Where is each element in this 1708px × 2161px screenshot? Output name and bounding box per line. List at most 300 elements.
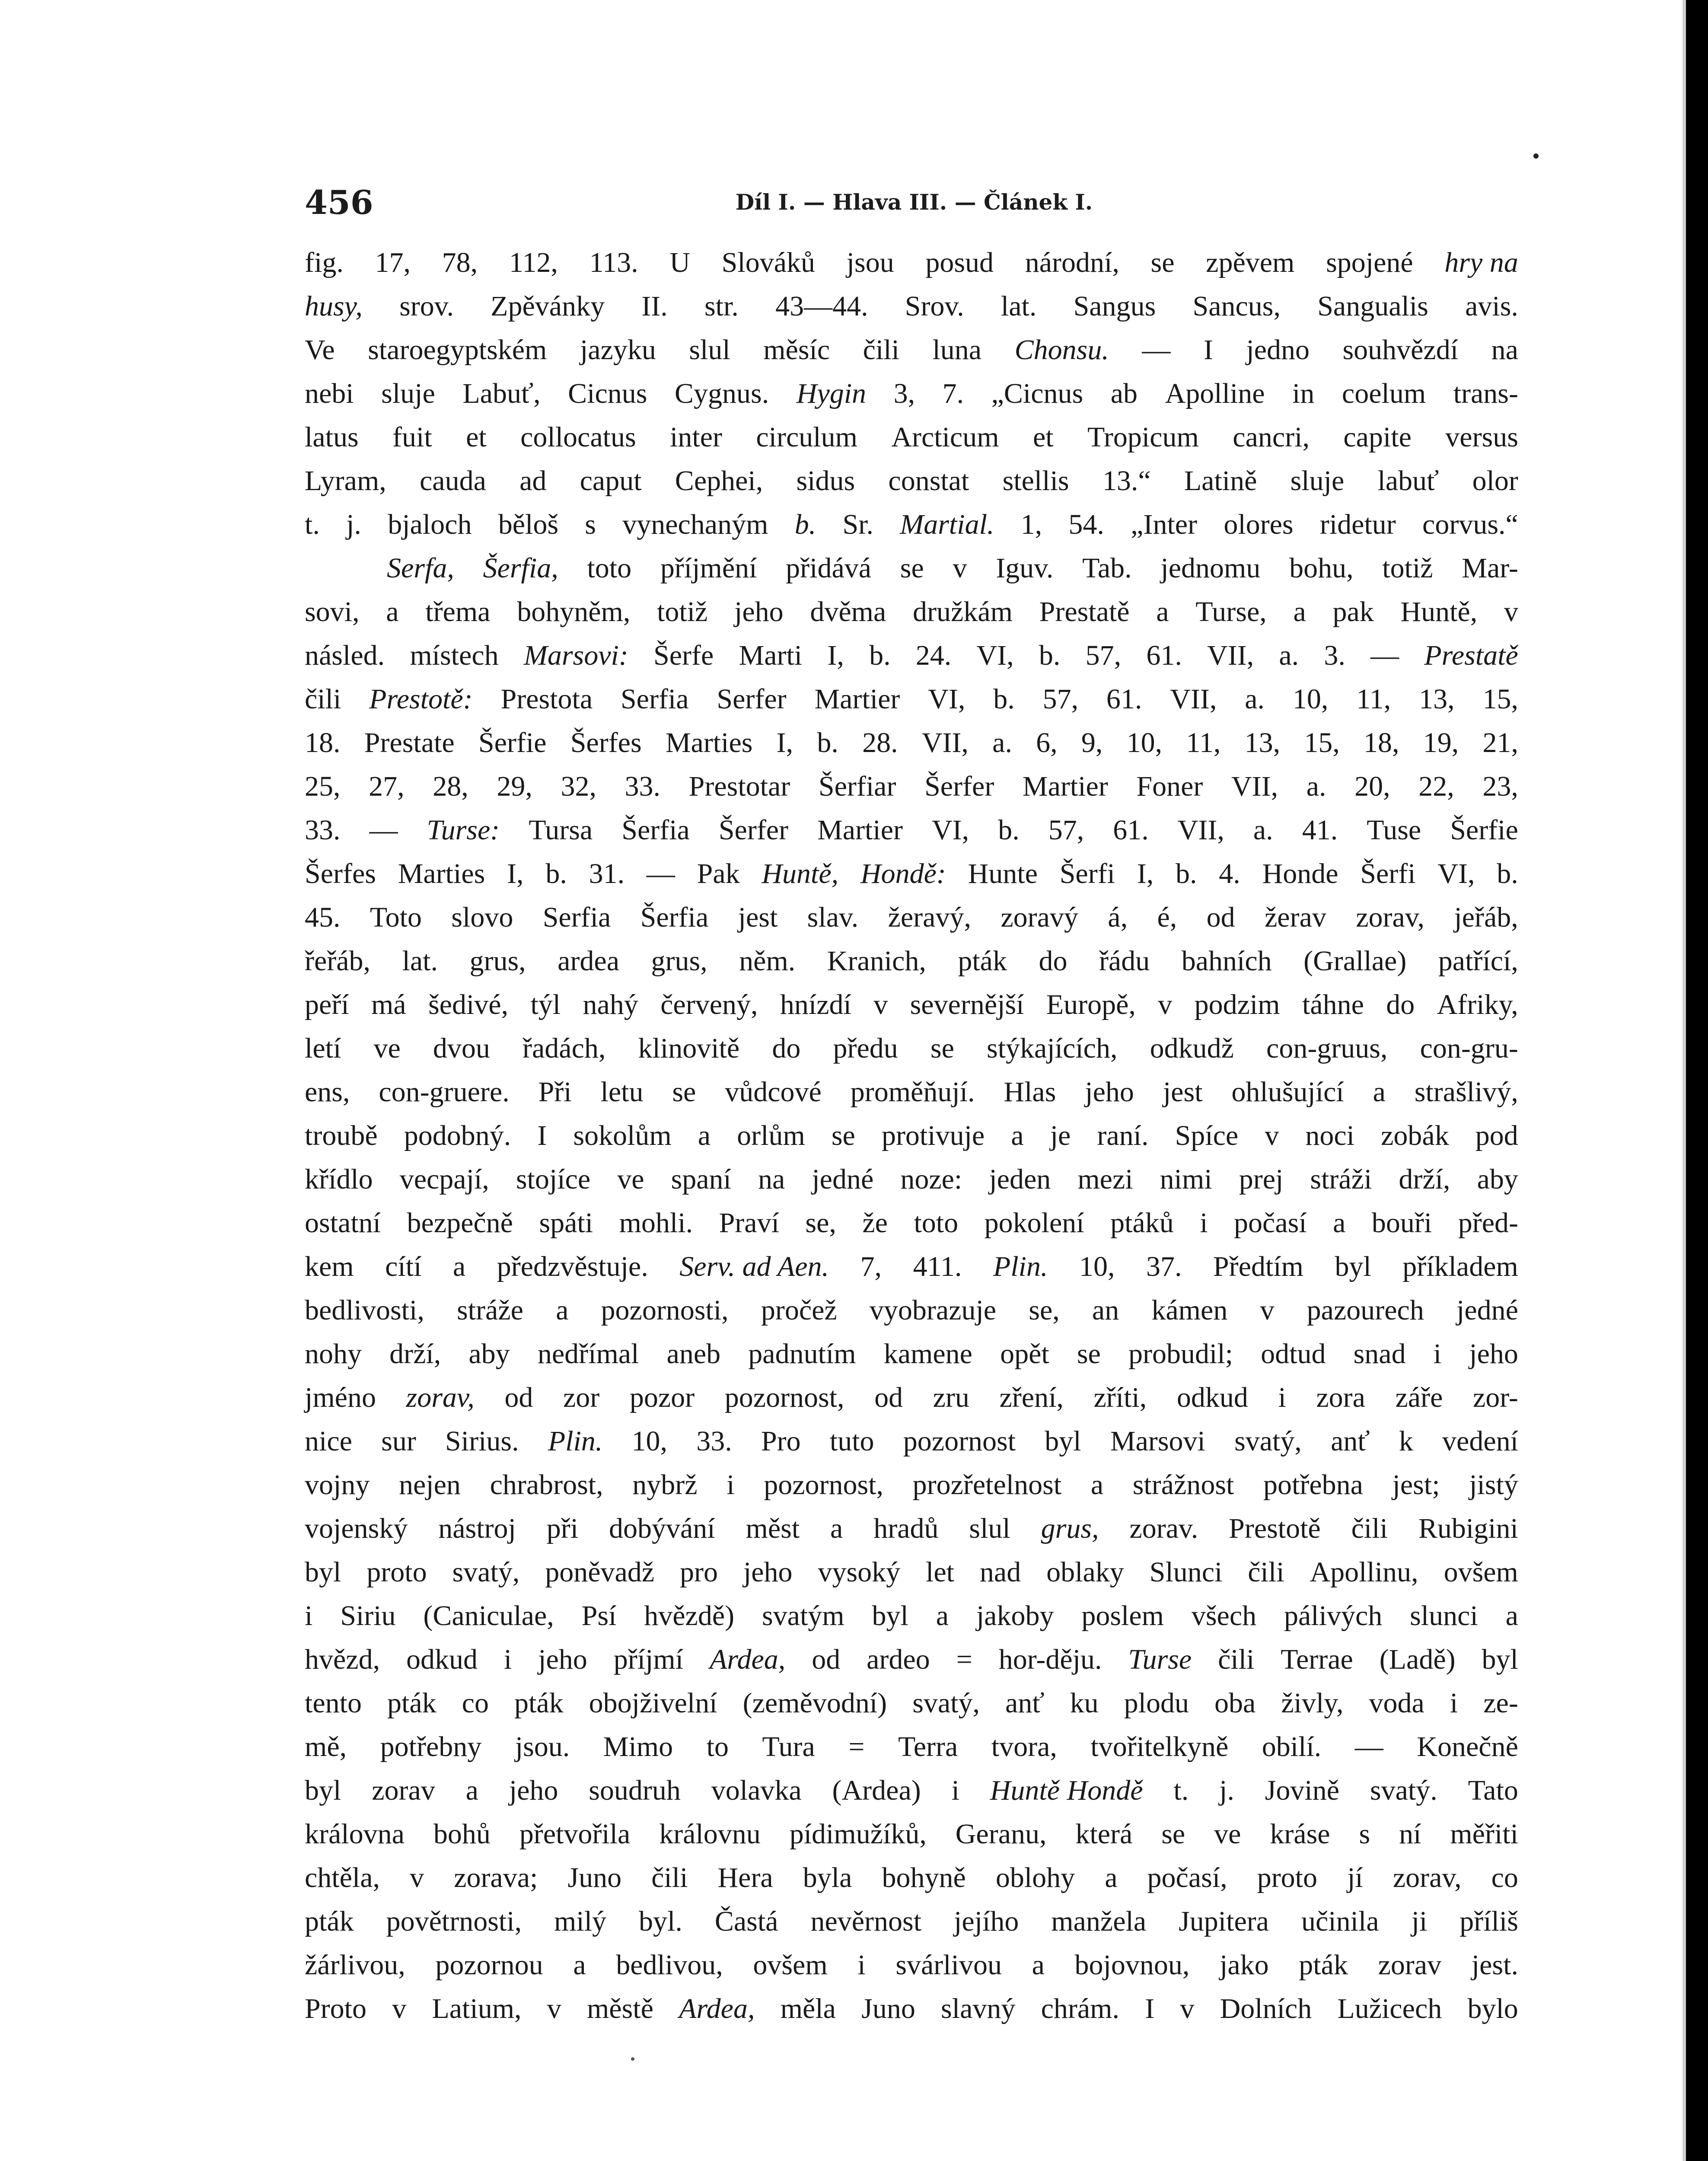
word: 18,	[1364, 727, 1399, 759]
text-line	[305, 896, 1518, 939]
word: capite	[1343, 421, 1412, 453]
word: se,	[805, 1207, 836, 1239]
word: počasí	[1234, 1207, 1307, 1239]
word: snad	[1353, 1338, 1406, 1370]
word: tento	[305, 1687, 362, 1719]
word: é,	[1157, 902, 1177, 933]
word: plodu	[1124, 1687, 1189, 1719]
word: Šerfes	[305, 858, 376, 889]
word: Juno	[567, 1862, 622, 1893]
word: v	[1260, 1294, 1275, 1326]
word: spojené	[1326, 247, 1413, 278]
word: zorav	[1378, 1949, 1442, 1981]
text-line	[305, 983, 1518, 1026]
word: ve	[373, 1033, 401, 1064]
word: Juno	[861, 1993, 915, 2024]
word: řadách,	[523, 1033, 606, 1064]
word: Prestate	[364, 727, 455, 759]
word: bezpečně	[407, 1207, 513, 1239]
word: čili	[651, 1862, 688, 1893]
text-line	[305, 765, 1518, 808]
word: Sangus	[1073, 290, 1156, 322]
word: měst	[746, 1513, 800, 1544]
word: v	[873, 989, 888, 1020]
word: inter	[670, 421, 722, 453]
word: nástroj	[438, 1513, 516, 1544]
word: stráži	[1310, 1163, 1372, 1195]
word: corvus.“	[1422, 509, 1518, 540]
word: totiž	[657, 596, 708, 628]
text-line	[305, 1376, 1518, 1419]
word: zru	[933, 1382, 969, 1413]
word: pídimužíků,	[789, 1818, 927, 1850]
word: a	[465, 1775, 478, 1806]
word: (Grallae)	[1303, 945, 1407, 977]
word: noci	[1305, 1120, 1355, 1151]
word: jazyku	[580, 334, 656, 366]
text-line	[305, 1550, 1518, 1594]
text-line	[305, 1681, 1518, 1725]
text-line	[305, 241, 1518, 284]
word: orlům	[737, 1120, 805, 1151]
word: bahních	[1181, 945, 1272, 977]
word: =	[848, 1731, 865, 1763]
word: Apollinu,	[1310, 1556, 1418, 1588]
word: pazourech	[1306, 1294, 1424, 1326]
word: je	[1050, 1120, 1071, 1151]
word: jeho	[509, 1775, 558, 1806]
word: trans-	[1453, 378, 1518, 409]
word: 20,	[1354, 771, 1390, 802]
word: vedení	[1442, 1425, 1518, 1457]
word: hvězd,	[305, 1644, 380, 1675]
word: čili	[1248, 1556, 1284, 1588]
word: dvou	[433, 1033, 490, 1064]
word: 22,	[1418, 771, 1454, 802]
word: I,	[1137, 858, 1154, 889]
word: Terrae	[1281, 1644, 1353, 1675]
word: grus,	[469, 945, 526, 977]
word: která	[1075, 1818, 1133, 1850]
word: stellis	[1002, 465, 1069, 497]
ink-speck	[631, 2057, 634, 2061]
word: j.	[346, 509, 361, 540]
word: Šerfiar	[818, 771, 896, 802]
word: jest.	[1471, 1949, 1518, 1981]
word: Sancus,	[1192, 290, 1281, 322]
word: cítí	[385, 1251, 422, 1282]
word: jest	[1163, 1076, 1203, 1108]
word: sovi,	[305, 596, 360, 628]
text-line	[305, 1725, 1518, 1769]
word: —	[1354, 1731, 1383, 1763]
word: mohli.	[619, 1207, 693, 1239]
word: od	[504, 1382, 533, 1413]
text-line	[305, 1594, 1518, 1638]
word: Šerfia	[621, 814, 690, 846]
word: Šerfie	[1450, 814, 1518, 846]
word: aby	[468, 1338, 510, 1370]
word: 7,	[860, 1251, 882, 1282]
word: VII,	[1231, 771, 1278, 802]
word: pod	[1475, 1120, 1518, 1151]
word: potřebny	[380, 1731, 482, 1763]
word: a	[1373, 1076, 1386, 1108]
word: probudil;	[1128, 1338, 1233, 1370]
word: ovšem	[753, 1949, 828, 1981]
word: příjmění	[660, 552, 757, 584]
word: Huntě,	[762, 858, 839, 889]
word: 33.	[305, 814, 341, 846]
word: třema	[425, 596, 491, 628]
word: Šerfie	[478, 727, 547, 759]
word: slavný	[941, 1993, 1016, 2024]
text-line	[305, 1114, 1518, 1157]
word: v	[1180, 1993, 1195, 2024]
word: Tab.	[1082, 552, 1132, 584]
word: jistý	[1469, 1469, 1518, 1501]
word: husy,	[305, 290, 363, 322]
word: 61.	[1113, 814, 1149, 846]
word: zor-	[1472, 1382, 1518, 1413]
word: a	[1032, 1949, 1045, 1981]
word: a	[698, 1120, 711, 1151]
word: proto	[1257, 1862, 1318, 1893]
word: klinovitě	[638, 1033, 740, 1064]
word: ohlušující	[1231, 1076, 1344, 1108]
word: Prestatě	[1424, 640, 1518, 671]
word: Latině	[1184, 465, 1257, 497]
word: posud	[925, 247, 994, 278]
word: pozornost	[903, 1425, 1016, 1457]
word: VII,	[921, 727, 969, 759]
word: co	[1491, 1862, 1518, 1893]
word: collocatus	[520, 421, 636, 453]
word: odkud	[406, 1644, 478, 1675]
word: zorav	[372, 1775, 435, 1806]
word: Mar-	[1462, 552, 1518, 584]
word: nevěrnost	[810, 1906, 922, 1937]
word: tvořitelkyně	[1090, 1731, 1229, 1763]
word: 37.	[1146, 1251, 1182, 1282]
word: jejího	[954, 1906, 1019, 1937]
word: Prestotě:	[369, 683, 473, 715]
word: se	[831, 1120, 855, 1151]
word: 61.	[1106, 683, 1142, 715]
word: Šerfia	[640, 902, 709, 933]
word: lat.	[1001, 290, 1037, 322]
word: s	[1359, 1818, 1370, 1850]
word: zobák	[1381, 1120, 1449, 1151]
word: Hondě:	[860, 858, 946, 889]
word: obojživelní	[589, 1687, 717, 1719]
word: —	[369, 814, 398, 846]
word: poslem	[1081, 1600, 1164, 1632]
word: U	[669, 247, 690, 278]
word: se	[1161, 1818, 1185, 1850]
word: totiž	[1382, 552, 1433, 584]
word: Hera	[717, 1862, 773, 1893]
word: jí	[1347, 1862, 1363, 1893]
word: souhvězdí	[1342, 334, 1459, 366]
word: a.	[992, 727, 1012, 759]
word: ji	[1411, 1906, 1428, 1937]
word: nahý	[583, 989, 638, 1020]
word: a.	[1306, 771, 1326, 802]
word: Foner	[1136, 771, 1203, 802]
word: circulum	[756, 421, 857, 453]
word: coelum	[1342, 378, 1426, 409]
word: Cicnus	[568, 378, 647, 409]
word: od	[812, 1644, 841, 1675]
word: pak	[1332, 596, 1374, 628]
word: 78,	[442, 247, 478, 278]
word: Praví	[719, 1207, 779, 1239]
word: městě	[586, 1993, 653, 2024]
word: násled.	[305, 640, 385, 671]
word: drží,	[1399, 1163, 1450, 1195]
word: Tropicum	[1087, 421, 1199, 453]
word: slunci	[1410, 1600, 1478, 1632]
word: i	[305, 1600, 313, 1632]
running-head: Díl I. — Hlava III. — Článek I.	[735, 189, 1093, 215]
word: olor	[1472, 465, 1518, 497]
word: a	[1090, 1469, 1104, 1501]
word: Serfia	[620, 683, 689, 715]
word: k	[1399, 1425, 1413, 1457]
word: nedřímal	[537, 1338, 639, 1370]
word: VI,	[1437, 858, 1475, 889]
word: „Inter	[1131, 509, 1198, 540]
word: —	[1370, 640, 1399, 671]
word: chtěla,	[305, 1862, 380, 1893]
word: má	[371, 989, 406, 1020]
word: bylo	[1467, 1993, 1518, 2024]
word: a	[1293, 596, 1306, 628]
word: měřiti	[1450, 1818, 1518, 1850]
word: nybrž	[632, 1469, 698, 1501]
word: vojenský	[305, 1513, 408, 1544]
word: Afriky,	[1437, 989, 1518, 1020]
word: Prestatě	[1039, 596, 1130, 628]
word: b.	[869, 640, 891, 671]
word: sur	[381, 1425, 416, 1457]
text-line	[305, 284, 1518, 328]
word: vůdcové	[725, 1076, 822, 1108]
word: ad	[519, 465, 547, 497]
word: nimi	[1160, 1163, 1212, 1195]
word: a.	[1253, 814, 1273, 846]
word: slav.	[807, 902, 859, 933]
word: Sangualis	[1317, 290, 1428, 322]
word: zor	[563, 1382, 600, 1413]
word: ostatní	[305, 1207, 381, 1239]
word: královnu	[659, 1818, 761, 1850]
word: 43—44.	[775, 290, 868, 322]
word: Plin.	[548, 1425, 603, 1457]
word: a	[573, 1949, 586, 1981]
word: Šerfi	[1360, 858, 1416, 889]
word: příliš	[1459, 1906, 1518, 1937]
word: staroegyptském	[368, 334, 547, 366]
word: se	[930, 1033, 954, 1064]
word: VI,	[976, 640, 1014, 671]
word: protivuje	[881, 1120, 985, 1151]
word: b.	[1497, 858, 1518, 889]
word: hvězdě)	[644, 1600, 735, 1632]
text-line	[305, 503, 1518, 546]
word: b.	[817, 727, 838, 759]
word: se	[900, 552, 924, 584]
word: I	[1203, 334, 1213, 366]
word: Honde	[1262, 858, 1338, 889]
word: i	[857, 1949, 866, 1981]
word: na	[758, 1163, 785, 1195]
word: zoravý	[1001, 902, 1078, 933]
word: Marties	[398, 858, 485, 889]
word: patřící,	[1438, 945, 1518, 977]
word: bohu,	[1289, 552, 1354, 584]
word: b.	[993, 683, 1015, 715]
word: et	[466, 421, 487, 453]
word: i	[1200, 1207, 1208, 1239]
word: Ardea,	[679, 1993, 755, 2024]
word: Srov.	[905, 290, 964, 322]
word: Cygnus.	[675, 378, 769, 409]
text-line	[305, 1026, 1518, 1070]
word: v	[1265, 1120, 1279, 1151]
word: táhne	[1302, 989, 1364, 1020]
word: stýkajících,	[987, 1033, 1118, 1064]
word: let	[926, 1556, 955, 1588]
word: žeravý,	[888, 902, 971, 933]
word: Sirius.	[445, 1425, 519, 1457]
word: Martier	[814, 683, 900, 715]
word: poněvadž	[545, 1556, 655, 1588]
word: strážnost	[1132, 1469, 1234, 1501]
word: zříti,	[1093, 1382, 1147, 1413]
word: pozor	[629, 1382, 695, 1413]
word: řádu	[1099, 945, 1150, 977]
word: zření,	[999, 1382, 1064, 1413]
word: b.	[545, 858, 567, 889]
word: ardea	[558, 945, 620, 977]
word: zorav.	[1129, 1513, 1198, 1544]
word: VII,	[1170, 683, 1217, 715]
ink-speck	[1533, 153, 1539, 159]
word: a.	[1279, 640, 1299, 671]
word: odtud	[1261, 1338, 1326, 1370]
word: nejen	[398, 1469, 461, 1501]
word: pročež	[761, 1294, 837, 1326]
word: přidává	[786, 552, 872, 584]
word: Sr.	[842, 509, 873, 540]
word: ens,	[305, 1076, 350, 1108]
word: a	[556, 1294, 569, 1326]
word: letí	[305, 1033, 341, 1064]
word: Tura	[762, 1731, 815, 1763]
word: svatý,	[1234, 1425, 1302, 1457]
word: čili	[1218, 1644, 1255, 1675]
word: I,	[776, 727, 793, 759]
word: t.	[305, 509, 320, 540]
word: bojovnou,	[1074, 1949, 1190, 1981]
word: a	[386, 596, 399, 628]
text-line	[305, 721, 1518, 765]
word: byl	[1045, 1425, 1081, 1457]
text-line	[305, 1419, 1518, 1463]
word: str.	[704, 290, 739, 322]
word: anť	[1331, 1425, 1370, 1457]
word: Spíce	[1175, 1120, 1239, 1151]
word: versus	[1445, 421, 1518, 453]
word: I	[1145, 1993, 1155, 2024]
word: pro	[680, 1556, 718, 1588]
word: Marti	[739, 640, 803, 671]
word: svatý,	[452, 1556, 520, 1588]
word: Ve	[305, 334, 335, 366]
word: 10,	[631, 1425, 668, 1457]
word: svatý,	[912, 1687, 980, 1719]
word: měsíc	[763, 334, 830, 366]
word: bohyněm,	[517, 596, 631, 628]
word: 4.	[1219, 858, 1240, 889]
word: et	[1032, 421, 1054, 453]
word: peří	[305, 989, 349, 1020]
word: jeho	[743, 1556, 793, 1588]
word: volavka	[711, 1775, 802, 1806]
word: con-gruus,	[1266, 1033, 1388, 1064]
word: ab	[1110, 378, 1138, 409]
word: 10,	[1079, 1251, 1115, 1282]
word: Prestotar	[688, 771, 790, 802]
word: fig.	[305, 247, 344, 278]
word: hnízdí	[780, 989, 851, 1020]
word: á,	[1108, 902, 1128, 933]
word: prej	[1239, 1163, 1284, 1195]
text-line	[305, 415, 1518, 459]
word: nice	[305, 1425, 352, 1457]
word: Jupitera	[1179, 1906, 1269, 1937]
word: lat.	[402, 945, 438, 977]
word: opět	[1000, 1338, 1049, 1370]
word: a	[1156, 596, 1169, 628]
word: a	[1333, 1207, 1346, 1239]
word: sokolům	[573, 1120, 672, 1151]
text-line	[305, 1900, 1518, 1943]
word: Martial.	[900, 509, 994, 540]
word: Hunte	[968, 858, 1038, 889]
word: odkudž	[1150, 1033, 1234, 1064]
word: oblohy	[995, 1862, 1075, 1893]
word: pozornost,	[764, 1469, 883, 1501]
word: Zpěvánky	[491, 290, 605, 322]
word: 32,	[561, 771, 596, 802]
word: jest;	[1392, 1469, 1440, 1501]
word: VII,	[1207, 640, 1254, 671]
word: Chonsu.	[1014, 334, 1109, 366]
word: Huntě,	[1400, 596, 1478, 628]
word: Martier	[1022, 771, 1108, 802]
word: Serfia	[542, 902, 611, 933]
word: dvěma	[810, 596, 886, 628]
text-line	[305, 590, 1518, 634]
text-line	[305, 1201, 1518, 1245]
word: v	[547, 1993, 561, 2024]
word: nohy	[305, 1338, 362, 1370]
word: místech	[410, 640, 499, 671]
word: 18.	[305, 727, 341, 759]
